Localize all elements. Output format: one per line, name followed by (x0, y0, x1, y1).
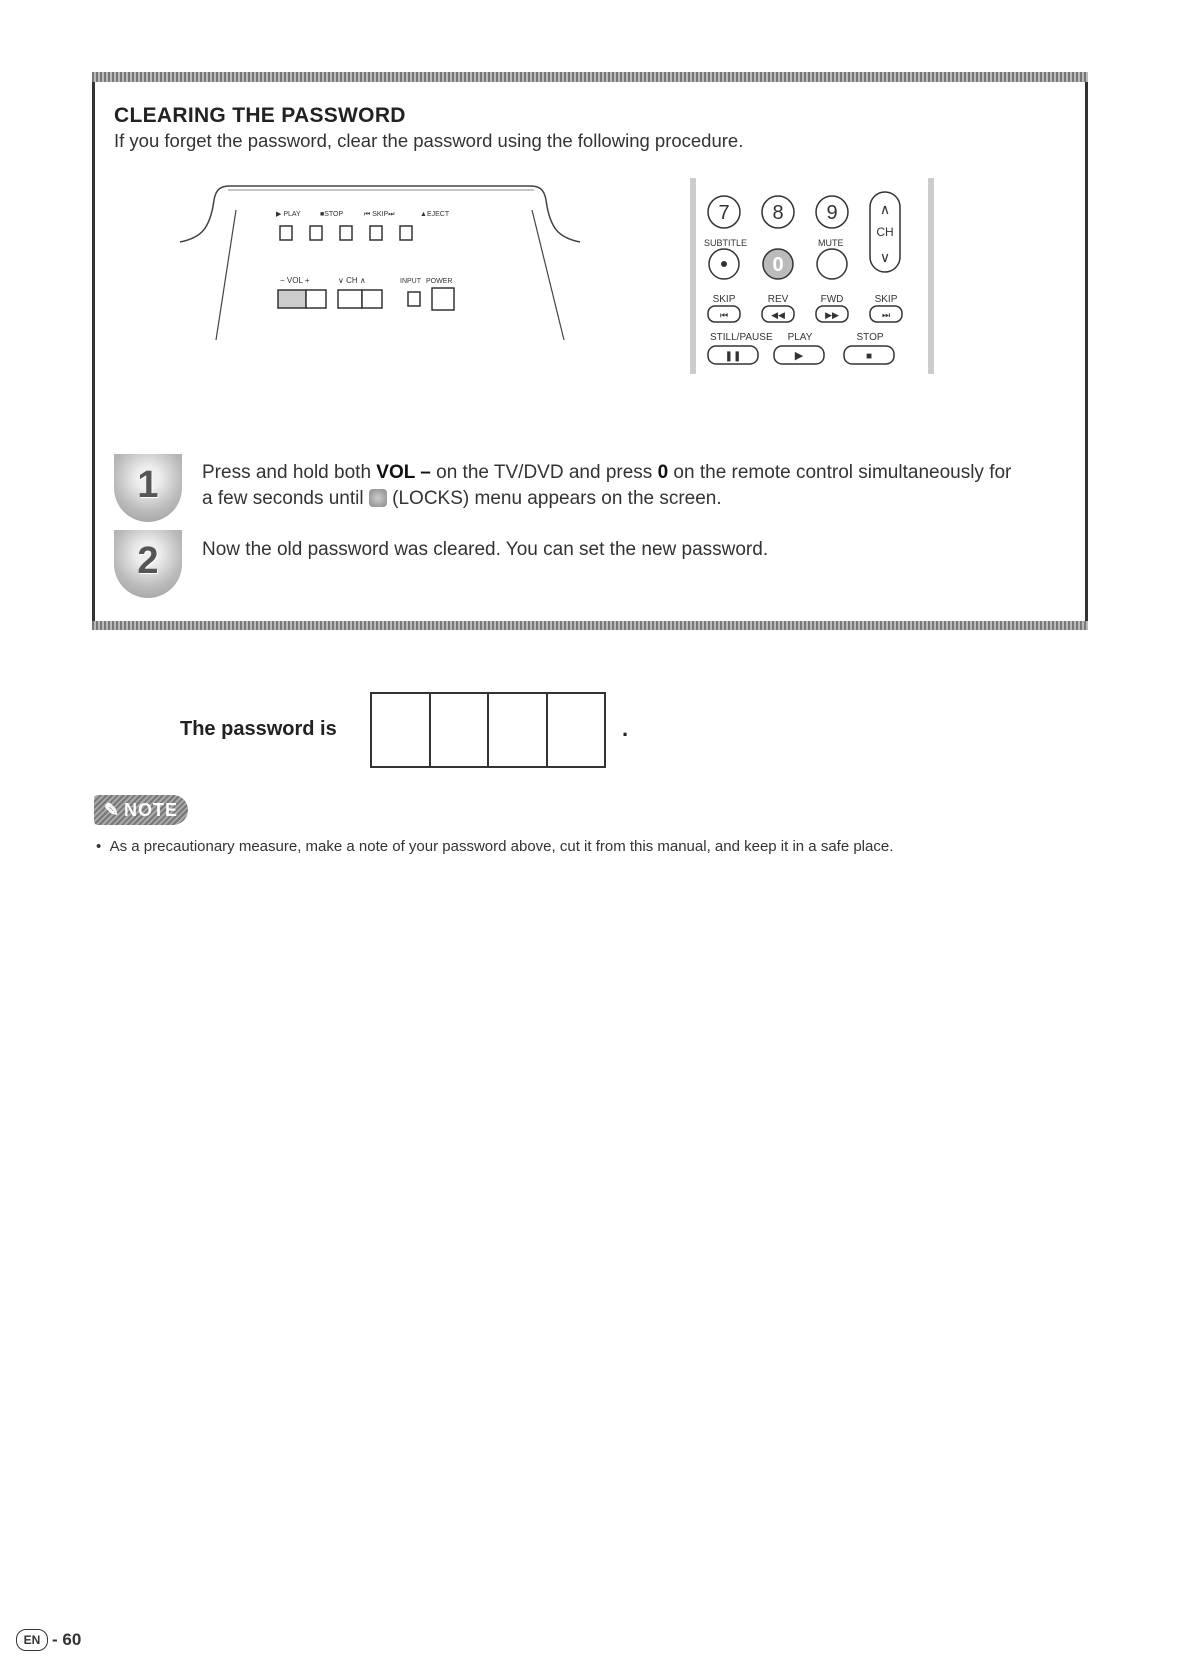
section-title: CLEARING THE PASSWORD (114, 104, 406, 127)
step-1-badge (114, 454, 182, 522)
tv-button-skip-forward (370, 226, 382, 240)
step-1-text: Press and hold both VOL – on the TV/DVD and press 0 on the remote control simultaneously for a few seconds until (LOCKS) menu appears on the screen. (202, 462, 1012, 509)
tv-label-play: ▶ PLAY (276, 211, 301, 218)
svg-text:⏮: ⏮ (719, 310, 729, 320)
section-intro: If you forget the password, clear the password using the following procedure. (114, 130, 744, 151)
note-badge: ✎ NOTE (94, 795, 188, 825)
svg-text:CH: CH (876, 225, 894, 239)
box-top-border (92, 72, 1088, 82)
svg-text:STILL/PAUSE: STILL/PAUSE (710, 332, 773, 343)
remote-mute-button (817, 249, 847, 279)
svg-text:▶▶: ▶▶ (825, 310, 839, 320)
svg-text:PLAY: PLAY (787, 332, 813, 343)
page-footer (16, 1629, 81, 1651)
password-label: The password is (180, 718, 337, 740)
step-2-text: Now the old password was cleared. You can set the new password. (202, 539, 769, 560)
step-1-number: 1 (137, 464, 159, 506)
svg-text:∨: ∨ (879, 249, 891, 265)
svg-text:9: 9 (826, 202, 838, 224)
password-box-4 (548, 694, 605, 766)
tv-label-stop: ■STOP (320, 211, 344, 218)
tv-button-stop (310, 226, 322, 240)
svg-text:REV: REV (767, 294, 789, 305)
tv-vol-minus-button (278, 290, 306, 308)
tv-label-skip: ⏮ SKIP⏭ (364, 211, 395, 218)
step-2-badge (114, 530, 182, 598)
password-box-1 (372, 694, 431, 766)
remote-illustration (690, 178, 950, 378)
tv-label-vol: − VOL + (280, 276, 310, 285)
tv-label-ch: ∨ CH ∧ (338, 276, 366, 285)
svg-text:FWD: FWD (820, 294, 844, 305)
tv-button-play (280, 226, 292, 240)
tv-vol-plus-button (306, 290, 326, 308)
svg-text:▶: ▶ (794, 350, 804, 362)
password-box-3 (489, 694, 548, 766)
svg-text:MUTE: MUTE (818, 238, 844, 248)
svg-text:STOP: STOP (856, 332, 884, 343)
tv-label-eject: ▲EJECT (420, 211, 450, 218)
svg-text:∧: ∧ (879, 201, 891, 217)
language-badge: EN (16, 1629, 48, 1651)
svg-text:8: 8 (772, 202, 784, 224)
tv-power-button (432, 288, 454, 310)
svg-text:◀◀: ◀◀ (771, 310, 785, 320)
password-boxes (370, 692, 606, 768)
box-bottom-border (92, 621, 1088, 630)
svg-text:SKIP: SKIP (874, 294, 898, 305)
svg-text:❚❚: ❚❚ (724, 351, 742, 362)
tv-ch-down-button (338, 290, 362, 308)
locks-icon (369, 489, 387, 507)
svg-text:SUBTITLE: SUBTITLE (704, 238, 748, 248)
svg-text:7: 7 (718, 202, 730, 224)
tv-button-eject (400, 226, 412, 240)
page-number: - 60 (52, 1630, 82, 1649)
note-text: • As a precautionary measure, make a note of your password above, cut it from this manual, and keep it in a safe place. (96, 838, 894, 855)
step-2-number: 2 (137, 540, 159, 582)
svg-text:⏭: ⏭ (881, 310, 891, 320)
svg-text:0: 0 (772, 254, 784, 276)
tv-input-button (408, 292, 420, 306)
tv-panel-illustration (180, 180, 600, 350)
svg-text:SKIP: SKIP (712, 294, 736, 305)
tv-ch-up-button (362, 290, 382, 308)
pencil-icon: ✎ (103, 799, 121, 820)
tv-label-power: POWER (426, 278, 453, 285)
password-box-2 (431, 694, 490, 766)
tv-label-input: INPUT (400, 278, 421, 285)
password-period: . (622, 716, 629, 741)
tv-button-skip-back (340, 226, 352, 240)
svg-text:■: ■ (865, 351, 873, 362)
